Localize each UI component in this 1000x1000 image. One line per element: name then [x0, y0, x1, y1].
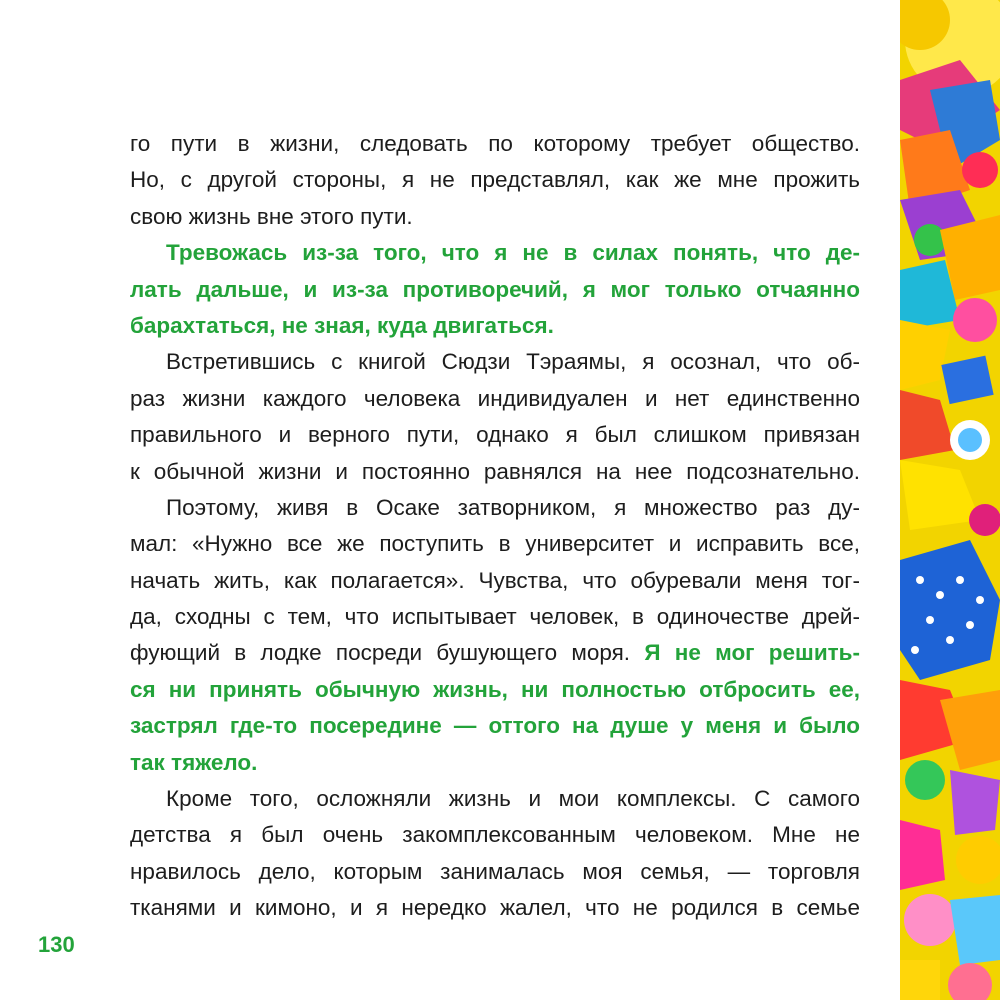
paragraph [130, 344, 860, 490]
text-segment: Кроме того, осложняли жизнь и мои комплексы. С самого [166, 786, 860, 812]
text-line [130, 854, 860, 890]
confetti-collage-illustration [900, 0, 1000, 1000]
text-line [130, 490, 860, 526]
text-segment: начать жить, как полагается». Чувства, что обуревали меня тог- [130, 567, 860, 593]
text-segment: го пути в жизни, следовать по которому требует общество. [130, 131, 860, 156]
text-segment: Тревожась из-за того, что я не в силах понять, что де- [166, 240, 860, 266]
text-line [130, 454, 860, 490]
text-segment: свою жизнь вне этого пути. [130, 203, 413, 229]
text-segment: правильного и верного пути, однако я был слишком привязан [130, 422, 860, 448]
text-segment: тканями и кимоно, и я нередко жалел, что не родился в семье [130, 895, 860, 921]
text-segment: мал: «Нужно все же поступить в университет и исправить все, [130, 531, 860, 557]
highlighted-segment: ся ни принять обычную жизнь, ни полностью отбросить ее, [130, 676, 860, 702]
text-line [130, 235, 860, 271]
text-line [130, 890, 860, 926]
highlighted-paragraph [130, 235, 860, 344]
text-line [130, 381, 860, 417]
decorative-photo-strip [900, 0, 1000, 1000]
paragraph [130, 490, 860, 781]
text-line [130, 417, 860, 453]
text-segment: Встретившись с книгой Сюдзи Тэраямы, я осознал, что об- [166, 349, 860, 375]
highlighted-segment: Я не мог решить- [644, 640, 860, 666]
text-line [130, 781, 860, 817]
highlighted-segment: так тяжело. [130, 749, 258, 775]
paragraph [130, 126, 860, 235]
text-line [130, 672, 860, 708]
text-line [130, 635, 860, 671]
text-segment: к обычной жизни и постоянно равнялся на нее подсознательно. [130, 458, 860, 484]
paragraph [130, 781, 860, 927]
text-segment: да, сходны с тем, что испытывает человек, в одиночестве дрей- [130, 604, 860, 630]
text-line [130, 817, 860, 853]
text-line [130, 272, 860, 308]
text-line [130, 526, 860, 562]
text-line [130, 563, 860, 599]
text-segment: нравилось дело, которым занималась моя семья, — торговля [130, 858, 860, 884]
text-segment: раз жизни каждого человека индивидуален и нет единственно [130, 385, 860, 411]
text-segment: фующий в лодке посреди бушующего моря. [130, 640, 645, 666]
text-line [130, 126, 860, 162]
text-line [130, 162, 860, 198]
page-number: 130 [38, 932, 75, 957]
text-line [130, 308, 860, 344]
text-line [130, 344, 860, 380]
body-text [130, 126, 860, 927]
text-segment: лать дальше, и из-за противоречий, я мог только отчаянно [130, 276, 860, 302]
text-segment: Но, с другой стороны, я не представлял, как же мне прожить [130, 167, 860, 193]
text-segment: барахтаться, не зная, куда двигаться. [130, 312, 554, 338]
text-line [130, 745, 860, 781]
text-line [130, 708, 860, 744]
text-line [130, 599, 860, 635]
highlighted-segment: застрял где-то посередине — оттого на душе у меня и было [130, 713, 860, 739]
text-segment: детства я был очень закомплексованным человеком. Мне не [130, 822, 860, 848]
text-segment: Поэтому, живя в Осаке затворником, я множество раз ду- [166, 494, 860, 520]
text-line [130, 199, 860, 235]
